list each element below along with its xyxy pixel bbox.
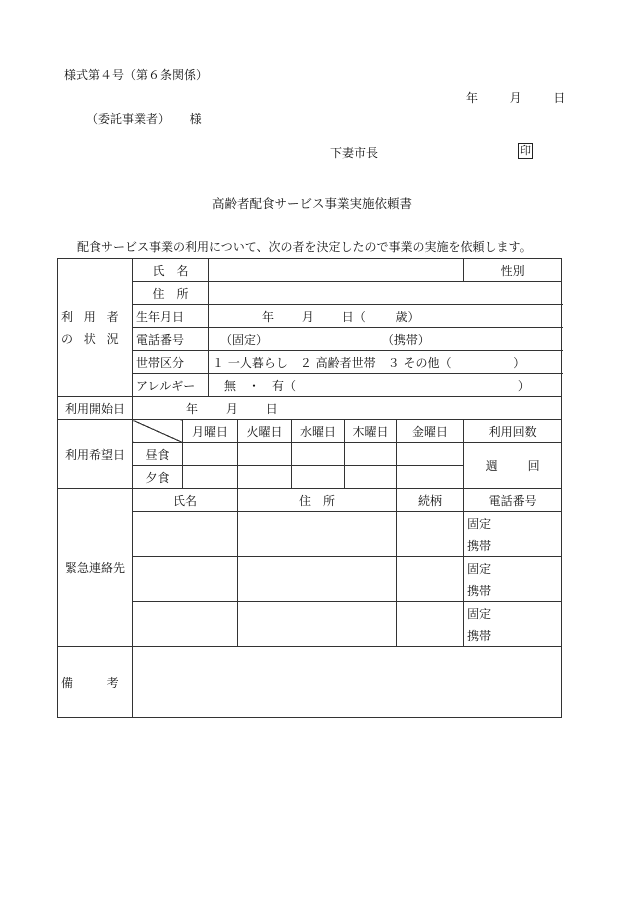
start-date-field[interactable]: 年 月 日: [133, 397, 562, 420]
dinner-wednesday[interactable]: [292, 466, 345, 489]
dinner-friday[interactable]: [397, 466, 464, 489]
addressee: （委託事業者）: [86, 112, 171, 126]
emergency-2-phone-fixed[interactable]: 固定: [464, 557, 562, 580]
emergency-2-relation[interactable]: [397, 557, 464, 602]
allergy-label: アレルギー: [133, 374, 209, 397]
day-monday: 月曜日: [183, 420, 238, 443]
dinner-thursday[interactable]: [345, 466, 397, 489]
emergency-2-name[interactable]: [133, 557, 238, 602]
emergency-label: 緊急連絡先: [58, 489, 133, 647]
emergency-1-phone-fixed[interactable]: 固定: [464, 512, 562, 535]
meal-dinner: 夕食: [133, 466, 183, 489]
start-date-label: 利用開始日: [58, 397, 133, 420]
emergency-3-phone-mobile[interactable]: 携帯: [464, 624, 562, 647]
date-year: 年: [466, 91, 479, 105]
household-field[interactable]: １ 一人暮らし ２ 高齢者世帯 ３ その他（ ）: [209, 351, 562, 374]
issue-date: [466, 89, 565, 106]
emergency-3-phone-fixed[interactable]: 固定: [464, 602, 562, 625]
seal-text: 印: [520, 144, 531, 157]
dinner-monday[interactable]: [183, 466, 238, 489]
emergency-2-address[interactable]: [238, 557, 397, 602]
honorific: 様: [189, 112, 202, 126]
phone-label: 電話番号: [133, 328, 209, 351]
emergency-phone-header: 電話番号: [464, 489, 562, 512]
date-month: 月: [509, 91, 522, 105]
name-field[interactable]: [209, 259, 464, 282]
emergency-address-header: 住 所: [238, 489, 397, 512]
birth-field[interactable]: 年 月 日（ 歳）: [209, 305, 562, 328]
emergency-1-relation[interactable]: [397, 512, 464, 557]
name-label: 氏 名: [133, 259, 209, 282]
usage-count-label: 利用回数: [464, 420, 562, 443]
emergency-3-relation[interactable]: [397, 602, 464, 647]
emergency-2-phone-mobile[interactable]: 携帯: [464, 579, 562, 602]
household-label: 世帯区分: [133, 351, 209, 374]
emergency-relation-header: 続柄: [397, 489, 464, 512]
birth-label: 生年月日: [133, 305, 209, 328]
intro-text: 配食サービス事業の利用について、次の者を決定したので事業の実施を依頼します。: [77, 240, 532, 254]
emergency-1-name[interactable]: [133, 512, 238, 557]
emergency-3-name[interactable]: [133, 602, 238, 647]
remarks-field[interactable]: [133, 647, 562, 718]
day-thursday: 木曜日: [345, 420, 397, 443]
schedule-corner: [133, 420, 183, 443]
request-form-table: [57, 258, 562, 718]
day-tuesday: 火曜日: [238, 420, 292, 443]
lunch-tuesday[interactable]: [238, 443, 292, 466]
allergy-field[interactable]: 無 ・ 有（ ）: [209, 374, 562, 397]
emergency-1-phone-mobile[interactable]: 携帯: [464, 534, 562, 557]
phone-field[interactable]: （固定） （携帯）: [209, 328, 562, 351]
dinner-tuesday[interactable]: [238, 466, 292, 489]
day-wednesday: 水曜日: [292, 420, 345, 443]
lunch-thursday[interactable]: [345, 443, 397, 466]
seal-mark: [518, 143, 533, 159]
usage-count-field[interactable]: 週 回: [464, 443, 562, 489]
document-title: 高齢者配食サービス事業実施依頼書: [212, 196, 413, 211]
emergency-1-address[interactable]: [238, 512, 397, 557]
gender-label: 性別: [464, 259, 562, 282]
emergency-3-address[interactable]: [238, 602, 397, 647]
user-section-label: 利用者 の状況: [58, 259, 133, 397]
remarks-label: 備 考: [58, 647, 133, 718]
date-day: 日: [553, 91, 566, 105]
lunch-monday[interactable]: [183, 443, 238, 466]
lunch-friday[interactable]: [397, 443, 464, 466]
day-friday: 金曜日: [397, 420, 464, 443]
meal-lunch: 昼食: [133, 443, 183, 466]
addressee-line: [86, 110, 202, 127]
lunch-wednesday[interactable]: [292, 443, 345, 466]
address-label: 住 所: [133, 282, 209, 305]
issuer: 下妻市長: [330, 146, 379, 160]
address-field[interactable]: [209, 282, 562, 305]
form-number: 様式第４号（第６条関係）: [64, 68, 209, 82]
schedule-label: 利用希望日: [58, 420, 133, 489]
emergency-name-header: 氏名: [133, 489, 238, 512]
